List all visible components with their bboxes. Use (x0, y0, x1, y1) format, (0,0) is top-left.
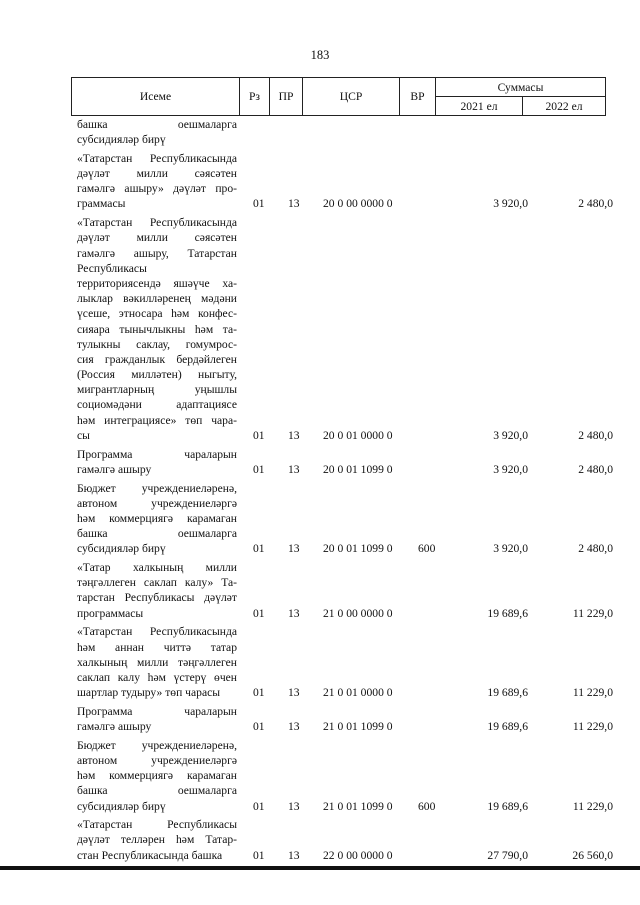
page-bottom-border (0, 866, 640, 870)
row-name (77, 151, 237, 212)
row-name-line: һәм коммерциягә карамаган (77, 511, 237, 525)
row-name-line: «Татарстан Республикасы (77, 818, 237, 832)
row-name-line: программасы (77, 606, 144, 620)
row-name-line: башка оешмаларга (77, 784, 237, 798)
row-pr: 13 (288, 848, 300, 862)
row-name-line: дәүләт телләрен һәм Татар- (77, 833, 237, 847)
header-rz: Рз (240, 78, 270, 116)
row-csr: 20 0 00 0000 0 (323, 197, 393, 211)
row-sum-2022: 11 229,0 (572, 799, 613, 813)
row-name-line: тарстан Республикасы дәүләт (77, 591, 237, 605)
page-number: 183 (310, 48, 330, 62)
row-name-line: һәм аннан читтә татар (77, 640, 237, 654)
row-name-line: башка оешмаларга (77, 118, 237, 131)
row-name-line: «Татарстан Республикасында (77, 151, 237, 165)
row-name-line: «Татар халкының милли (77, 561, 237, 575)
row-sum-2021: 19 689,6 (487, 606, 528, 620)
row-csr: 20 0 01 1099 0 (323, 542, 393, 556)
row-name-line: сия гражданлык бердәйлеген (77, 352, 237, 366)
row-sum-2021: 3 920,0 (493, 428, 528, 442)
row-sum-2021: 27 790,0 (487, 848, 528, 862)
row-rz: 01 (253, 462, 265, 476)
row-pr: 13 (288, 462, 300, 476)
row-name-line: Программа чараларын (77, 704, 237, 718)
row-name-line: халкының милли тәңгәллеген (77, 655, 237, 669)
row-name-line: үсеше, этносара һәм конфес- (77, 307, 237, 321)
row-vr: 600 (418, 542, 436, 556)
row-csr: 21 0 00 0000 0 (323, 606, 393, 620)
table-body (0, 117, 640, 866)
table-row (0, 447, 640, 477)
row-name-line: башка оешмаларга (77, 527, 237, 541)
row-rz: 01 (253, 197, 265, 211)
row-pr: 13 (288, 542, 300, 556)
row-name-line: стан Республикасында башка (77, 848, 223, 862)
row-name-line: һәм интеграциясе» төп чара- (77, 413, 237, 427)
row-csr: 21 0 01 1099 0 (323, 799, 393, 813)
row-name (77, 560, 237, 621)
row-name-line: автоном учреждениеләргә (77, 753, 237, 767)
row-rz: 01 (253, 848, 265, 862)
row-sum-2022: 11 229,0 (572, 686, 613, 700)
row-name-line: «Татарстан Республикасында (77, 216, 237, 230)
table-row (0, 560, 640, 621)
header-csr: ЦСР (303, 78, 400, 116)
row-name (77, 624, 237, 700)
row-sum-2022: 26 560,0 (572, 848, 613, 862)
table-row (0, 704, 640, 734)
row-name-line: тулыкны саклау, гомумрос- (77, 337, 237, 351)
row-name-line: (Россия милләтен) ныгыту, (77, 368, 237, 382)
row-sum-2022: 2 480,0 (578, 428, 613, 442)
row-name-line: автоном учреждениеләргә (77, 496, 237, 510)
row-name-line: Программа чараларын (77, 447, 237, 461)
row-sum-2022: 2 480,0 (578, 462, 613, 476)
row-name-line: гамәлгә ашыру» дәүләт про- (77, 182, 237, 196)
row-name-line: сы (77, 428, 90, 442)
row-name-line: субсидияләр бирү (77, 133, 166, 147)
header-year-2021: 2021 ел (436, 97, 523, 116)
row-name-line: лыклар вәкилләренең мәдәни (77, 292, 237, 306)
row-sum-2022: 11 229,0 (572, 720, 613, 734)
row-rz: 01 (253, 428, 265, 442)
table-row (0, 117, 640, 147)
row-sum-2022: 2 480,0 (578, 197, 613, 211)
header-name: Исеме (72, 78, 240, 116)
row-name-line: территориясендә яшәүче ха- (77, 276, 237, 290)
row-name-line: дәүләт милли сәясәтен (77, 167, 237, 181)
row-sum-2021: 3 920,0 (493, 462, 528, 476)
row-sum-2022: 11 229,0 (572, 606, 613, 620)
row-rz: 01 (253, 542, 265, 556)
row-csr: 21 0 01 0000 0 (323, 686, 393, 700)
row-sum-2021: 19 689,6 (487, 799, 528, 813)
table-row (0, 481, 640, 557)
row-name-line: гамәлгә ашыру (77, 462, 152, 476)
row-vr: 600 (418, 799, 436, 813)
row-pr: 13 (288, 197, 300, 211)
row-csr: 21 0 01 1099 0 (323, 720, 393, 734)
row-csr: 22 0 00 0000 0 (323, 848, 393, 862)
row-name-line: «Татарстан Республикасында (77, 625, 237, 639)
row-name-line: субсидияләр бирү (77, 799, 166, 813)
row-pr: 13 (288, 720, 300, 734)
row-name-line: Бюджет учреждениеләренә, (77, 481, 237, 495)
row-sum-2021: 19 689,6 (487, 686, 528, 700)
row-rz: 01 (253, 720, 265, 734)
row-name (77, 704, 237, 734)
row-name-line: субсидияләр бирү (77, 542, 166, 556)
row-name-line: Бюджет учреждениеләренә, (77, 738, 237, 752)
row-name-line: граммасы (77, 197, 126, 211)
table-row (0, 215, 640, 443)
row-rz: 01 (253, 799, 265, 813)
row-name-line: социомәдәни адаптациясе (77, 398, 237, 412)
table-row (0, 151, 640, 212)
row-name (77, 447, 237, 477)
row-rz: 01 (253, 606, 265, 620)
row-name (77, 117, 237, 147)
row-name (77, 481, 237, 557)
table-row (0, 624, 640, 700)
row-name (77, 215, 237, 443)
header-sums: Суммасы (436, 78, 606, 97)
row-sum-2022: 2 480,0 (578, 542, 613, 556)
table-row (0, 817, 640, 863)
row-sum-2021: 3 920,0 (493, 197, 528, 211)
table-row (0, 738, 640, 814)
row-name-line: шартлар тудыру» төп чарасы (77, 686, 221, 700)
row-name-line: һәм коммерциягә карамаган (77, 769, 237, 783)
row-name-line: гамәлгә ашыру, Татарстан (77, 246, 237, 260)
row-name (77, 817, 237, 863)
table-header (71, 77, 606, 116)
header-year-2022: 2022 ел (523, 97, 606, 116)
row-name-line: тәңгәллеген саклап калу» Та- (77, 576, 237, 590)
row-csr: 20 0 01 0000 0 (323, 428, 393, 442)
row-pr: 13 (288, 799, 300, 813)
row-name-line: саклап калу һәм үстерү өчен (77, 670, 237, 684)
row-name-line: мигрантларның уңышлы (77, 383, 237, 397)
header-vr: ВР (400, 78, 436, 116)
row-pr: 13 (288, 686, 300, 700)
row-pr: 13 (288, 428, 300, 442)
row-name (77, 738, 237, 814)
header-pr: ПР (270, 78, 303, 116)
row-rz: 01 (253, 686, 265, 700)
row-name-line: сияара тынычлыкны һәм та- (77, 322, 237, 336)
row-sum-2021: 19 689,6 (487, 720, 528, 734)
row-name-line: дәүләт милли сәясәтен (77, 231, 237, 245)
row-name-line: Республикасы (77, 261, 147, 275)
row-name-line: гамәлгә ашыру (77, 720, 152, 734)
row-csr: 20 0 01 1099 0 (323, 462, 393, 476)
row-sum-2021: 3 920,0 (493, 542, 528, 556)
row-pr: 13 (288, 606, 300, 620)
